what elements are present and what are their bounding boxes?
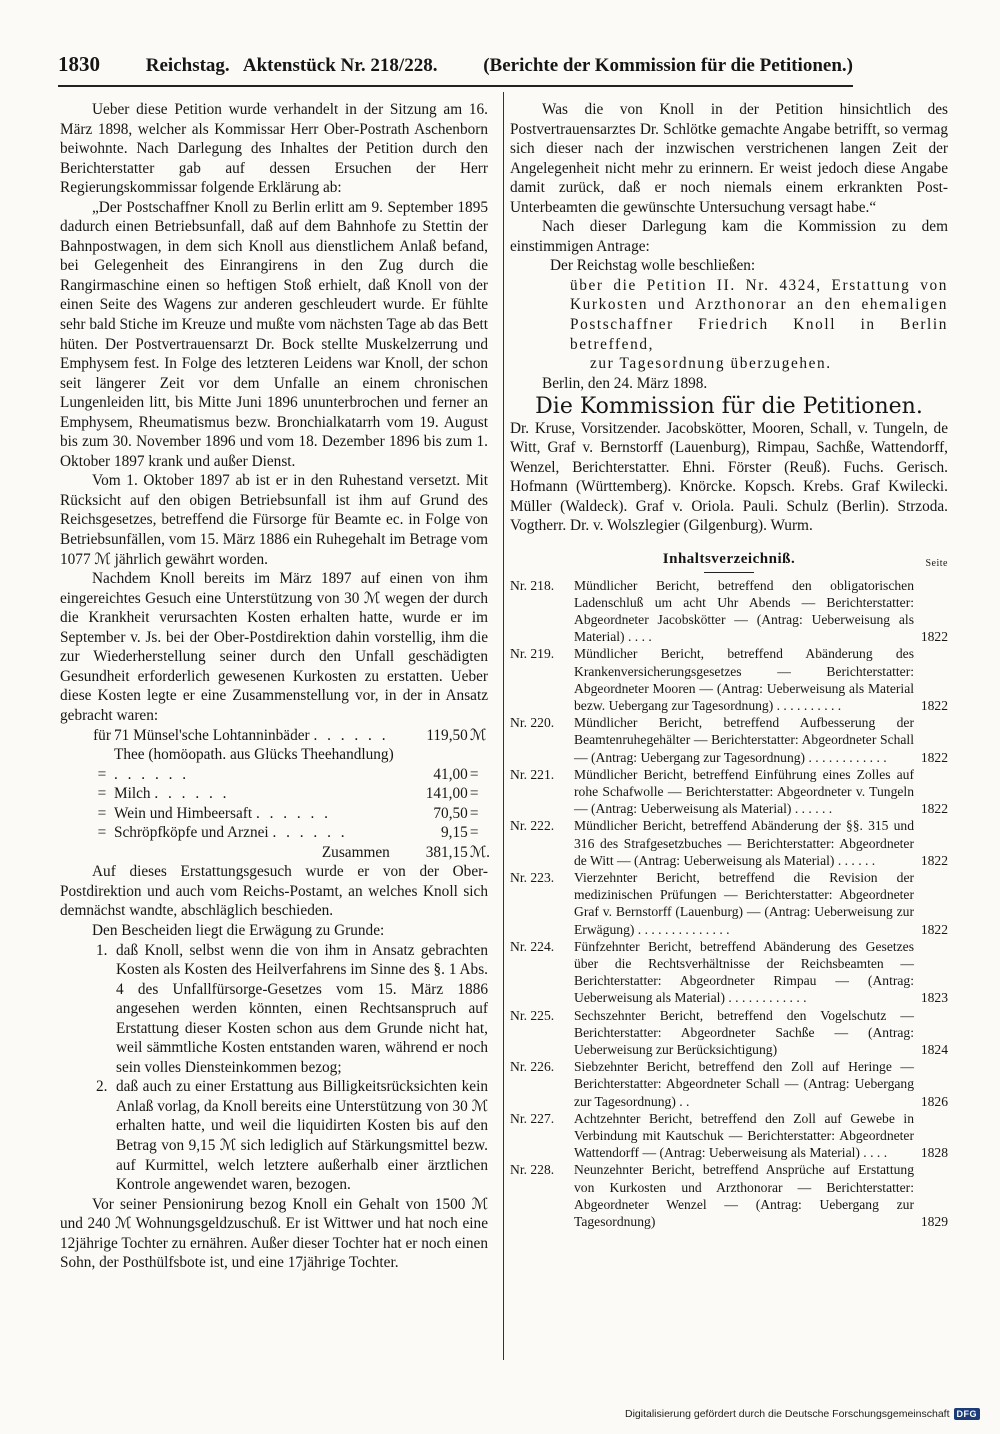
paragraph: Den Bescheiden liegt die Erwägung zu Grunde: <box>92 921 385 939</box>
toc-text: Sechszehnter Bericht, betreffend den Vogelschutz — Berichterstatter: Abgeordneter Sachße — (Antrag: Ueberweisung zur Berücksichtigung) <box>574 1007 914 1058</box>
list-number: 2. <box>96 1078 108 1096</box>
toc-text: Siebzehnter Bericht, betreffend den Zoll auf Heringe — Berichterstatter: Abgeordneter Schall — (Antrag: Uebergang zur Tagesordnung) . . <box>574 1059 914 1109</box>
paragraph: Ueber diese Petition wurde verhandelt in der Sitzung am 16. März 1898, welcher als Kommissar Herr Ober-Postrath Aschenborn beiwohnte. Nach Darlegung des Inhaltes der Petition durch den Berichterstatter gab auf dessen Ersuchen der Herr Regierungskommissar folgende Erklärung ab: <box>60 101 488 197</box>
motion-block <box>510 256 948 373</box>
motion-end: zur Tagesordnung überzugehen. <box>590 355 832 373</box>
table-of-contents <box>510 577 948 1231</box>
toc-page: 1828 <box>920 1145 948 1161</box>
cost-amount: 70,50 <box>433 804 468 822</box>
page-number: 1830 <box>58 52 100 76</box>
toc-entry <box>510 1007 948 1059</box>
list-text: daß auch zu einer Erstattung aus Billigkeitsrücksichten kein Anlaß vorlag, da Knoll bereits eine Unterstützung von 30 ℳ erhalten hatte, und weil die liquidirten Kosten bis auf den Betrag von 9,15 ℳ sich lediglich auf Stärkungsmittel bezw. auf Kurmittel, welch letztere außerhalb einer ärztlichen Kontrole angewendet waren, bezogen. <box>116 1078 488 1194</box>
date-line: Berlin, den 24. März 1898. <box>542 374 708 392</box>
toc-title-rule <box>704 572 754 573</box>
toc-entry <box>510 714 948 766</box>
cost-row <box>90 784 490 804</box>
toc-entry <box>510 938 948 1007</box>
toc-number: Nr. 226. <box>510 1059 555 1075</box>
list-text: daß Knoll, selbst wenn die von ihm in Ansatz gebrachten Kosten als Kosten des Heilverfahrens im Sinne des §. 1 Abs. 4 des Unfallfürsorge-Gesetzes vom 15. März 1886 angesehen werden könnten, einen Rechtsanspruch auf Erstattung dieser Kosten schon aus dem Grunde nicht hat, weil sämmtliche Kosten entstanden waren, während er noch sein volles Diensteinkommen bezog; <box>116 941 488 1076</box>
toc-number: Nr. 227. <box>510 1110 555 1126</box>
cost-label: Wein und Himbeersaft . . . . . . <box>114 804 332 822</box>
paragraph: Vor seiner Pensionirung bezog Knoll ein Gehalt von 1500 ℳ und 240 ℳ Wohnungsgeldzuschuß. Er ist Wittwer und hat noch eine 12jährige Tochter zu ernähren. Außer dieser Tochter hat er noch einen Sohn, der Posthülfsbote ist, und eine 17jährige Tochter. <box>60 1195 488 1272</box>
left-column <box>60 100 488 1273</box>
toc-page: 1822 <box>920 801 948 817</box>
cost-amount: 141,00 <box>425 785 468 803</box>
paragraph: Nach dieser Darlegung kam die Kommission zu dem einstimmigen Antrage: <box>510 218 948 255</box>
toc-page: 1822 <box>920 921 948 937</box>
cost-amount: 9,15 <box>441 824 468 842</box>
right-column <box>510 100 948 1230</box>
cost-amount: 119,50 <box>426 726 468 744</box>
toc-entry <box>510 1110 948 1162</box>
toc-number: Nr. 220. <box>510 715 555 731</box>
commission-members: Dr. Kruse, Vorsitzender. Jacobskötter, Mooren, Schall, v. Tungeln, de Witt, Graf v. Bernstorff (Lauenburg), Rimpau, Sachße, Wattendorff, Wenzel, Berichterstatter. Ehni. Förster (Reuß). Fuchs. Gerisch. Hofmann (Württemberg). Knörcke. Kopsch. Krebs. Graf Kwilecki. Müller (Waldeck). Graf v. Oriola. Pauli. Schulz (Berlin). Strzoda. Vogtherr. Dr. v. Wolszlegier (Gilgenburg). Wurm. <box>510 419 948 535</box>
toc-number: Nr. 222. <box>510 818 555 834</box>
toc-entry <box>510 1161 948 1230</box>
toc-text: Neunzehnter Bericht, betreffend Ansprüche auf Erstattung von Kurkosten und Arzthonorar — Berichterstatter: Abgeordneter Wenzel — (Antrag: Uebergang zur Tagesordnung) <box>574 1162 914 1230</box>
toc-text: Mündlicher Bericht, betreffend den obligatorischen Ladenschluß um acht Uhr Abends — Berichterstatter: Abgeordneter Jacobskötter — (Antrag: Ueberweisung als Material) . . . . <box>574 577 914 645</box>
list-item <box>60 1077 488 1194</box>
toc-page-header: Seite <box>925 558 948 570</box>
cost-amount: 41,00 <box>433 765 468 783</box>
toc-entry <box>510 766 948 818</box>
toc-page: 1823 <box>920 990 948 1006</box>
total-label: Zusammen <box>321 843 390 861</box>
paragraph: Nachdem Knoll bereits im März 1897 auf einen von ihm eingereichtes Gesuch eine Unterstützung von 30 ℳ wegen der durch die Krankheit verursachten Kosten erhalten hatte, wurde er im September v. Js. bei der Ober-Postdirektion dahin vorstellig, ihm die zur Wiederherstellung seiner durch den Unfall geschädigten Gesundheit erforderlich gewesenen Kurkosten zu erstatten. Ueber diese Kosten legte er eine Zusammenstellung vor, in der in Ansatz gebracht waren: <box>60 570 488 724</box>
toc-text: Fünfzehnter Bericht, betreffend Abänderung des Gesetzes über die Rechtsverhältnisse der Reichsbeamten — Berichterstatter: Abgeordneter Rimpau — (Antrag: Ueberweisung als Material) . . . . . . . . . . . . <box>574 938 914 1006</box>
cost-prefix: = <box>97 804 107 822</box>
toc-text: Mündlicher Bericht, betreffend Abänderung des Krankenversicherungsgesetzes — Berichterstatter: Abgeordneter Mooren — (Antrag: Ueberweisung als Material bezw. Uebergang zur Tagesordnung) . . . . . . . . . . <box>574 646 914 713</box>
total-unit: ℳ. <box>469 843 490 861</box>
commission-title: Die Kommission für die Petitionen. <box>535 394 923 420</box>
toc-number: Nr. 223. <box>510 870 555 886</box>
dfg-logo: DFG <box>954 1408 981 1420</box>
toc-page: 1822 <box>920 749 948 765</box>
quote-paragraph: „Der Postschaffner Knoll zu Berlin erlitt am 9. September 1895 dadurch einen Betriebsunfall, daß auf dem Bahnhofe zu Stettin der Bahnpostwagen, in dem sich Knoll aus dienstlichem Anlaß befand, bei Gelegenheit des Einrangirens in den Zug durch die Rangirmaschine einen so heftigen Stoß erhielt, daß Knoll von der einen Seite des Wagens zur anderen geschleudert wurde. Er fühlte sehr bald Stiche im Kreuze und mußte vom nächsten Tage ab das Bett hüten. Der Postvertrauensarzt Dr. Bock stellte Muskelzerrung und Emphysem fest. In Folge des letzteren Leidens war Knoll, der schon seit längerer Zeit vor dem Unfalle an einem chronischen Lungenleiden litt, bis Mitte Juni 1896 ununterbrochen und ferner an Emphysem, Rheumatismus bezw. Bronchialkatarrh vom 19. August bis zum 30. November 1896 und vom 18. Dezember 1896 bis zum 1. Oktober 1897 krank und außer Dienst. <box>60 198 488 470</box>
cost-row <box>90 726 490 746</box>
column-divider <box>503 92 504 1360</box>
toc-page: 1822 <box>920 698 948 713</box>
toc-page: 1824 <box>920 1042 948 1058</box>
reason-list <box>60 941 488 1195</box>
paragraph: Was die von Knoll in der Petition hinsichtlich des Postvertrauensarztes Dr. Schlötke gemachte Angabe betrifft, so vermag sich dieser nach der inzwischen verstrichenen langen Zeit der Angelegenheit nicht mehr zu erinnern. Er weist jedoch diese Angabe damit zurück, daß er noch niemals einem erkrankten Post-Unterbeamten die gewünschte Untersuchung versagt habe.“ <box>510 101 948 216</box>
cost-label: Milch . . . . . . <box>114 785 230 803</box>
toc-entry <box>510 869 948 938</box>
toc-page: 1822 <box>920 852 948 868</box>
toc-text: Mündlicher Bericht, betreffend Abänderung der §§. 315 und 316 des Strafgesetzbuches — Berichterstatter: Abgeordneter de Witt — (Antrag: Ueberweisung als Material) . . . . . . <box>574 818 914 868</box>
toc-number: Nr. 219. <box>510 646 555 662</box>
toc-number: Nr. 228. <box>510 1162 555 1178</box>
motion-body: über die Petition II. Nr. 4324, Erstattung von Kurkosten und Arzthonorar an den ehemaligen Postschaffner Friedrich Knoll in Berlin betreffend, <box>570 276 948 353</box>
paragraph: Auf dieses Erstattungsgesuch wurde er von der Ober-Postdirektion und auch vom Reichs-Postamt, an welches Knoll sich demnächst wandte, abschläglich beschieden. <box>60 863 488 920</box>
header-title: Reichstag. Aktenstück Nr. 218/228. <box>145 55 438 76</box>
header-subtitle: (Berichte der Kommission für die Petitionen.) <box>483 55 853 76</box>
credit-text: Digitalisierung gefördert durch die Deutsche Forschungsgemeinschaft <box>624 1408 950 1420</box>
toc-page: 1829 <box>920 1214 948 1230</box>
toc-text: Achtzehnter Bericht, betreffend den Zoll auf Gewebe in Verbindung mit Kautschuk — Berichterstatter: Abgeordneter Wattendorff — (Antrag: Ueberweisung als Material) . . . . <box>574 1110 914 1161</box>
toc-page: 1822 <box>920 629 948 645</box>
cost-prefix: = <box>97 785 107 803</box>
cost-prefix: = <box>97 765 107 783</box>
list-number: 1. <box>96 941 108 959</box>
toc-entry <box>510 1058 948 1110</box>
toc-entry <box>510 577 948 646</box>
cost-row <box>90 823 490 843</box>
list-item <box>60 941 488 1078</box>
total-amount: 381,15 <box>425 843 468 861</box>
motion-head: Der Reichstag wolle beschließen: <box>550 257 756 275</box>
cost-row <box>90 804 490 824</box>
cost-label: Thee (homöopath. aus Glücks Theehandlung) . . . . . . <box>114 746 394 783</box>
cost-row <box>90 745 490 784</box>
toc-number: Nr. 224. <box>510 938 555 954</box>
toc-entry <box>510 645 948 714</box>
cost-unit: = <box>469 804 479 822</box>
cost-total-row <box>90 843 490 863</box>
toc-text: Mündlicher Bericht, betreffend Aufbesserung der Beamtenruhegehälter — Berichterstatter: Abgeordneter Schall — (Antrag: Uebergang zur Tagesordnung) . . . . . . . . . . . . <box>574 715 914 765</box>
cost-label: 71 Münsel'sche Lohtanninbäder . . . . . . <box>114 726 389 744</box>
header-rule <box>58 85 853 87</box>
paragraph: Vom 1. Oktober 1897 ab ist er in den Ruhestand versetzt. Mit Rücksicht auf den obigen Betriebsunfall ist ihm auf Grund des Reichsgesetzes, betreffend die Fürsorge für Beamte ec. in Folge von Betriebsunfällen, vom 15. März 1886 ein Ruhegehalt im Betrage vom 1077 ℳ jährlich gewährt worden. <box>60 472 488 568</box>
cost-prefix: für <box>93 726 111 744</box>
cost-prefix: = <box>97 824 107 842</box>
toc-text: Vierzehnter Bericht, betreffend die Revision der medizinischen Prüfungen — Berichterstatter: Abgeordneter Graf v. Bernstorff (Lauenburg) — (Antrag: Ueberweisung zur Erwägung) . . . . . . . . . . . . . . <box>574 870 914 937</box>
toc-number: Nr. 221. <box>510 766 555 782</box>
cost-unit: = <box>469 765 479 783</box>
cost-unit: ℳ <box>469 726 487 744</box>
toc-page: 1826 <box>920 1093 948 1109</box>
running-header <box>58 52 853 77</box>
toc-title <box>510 550 948 570</box>
cost-unit: = <box>469 824 479 842</box>
cost-label: Schröpfköpfe und Arznei . . . . . . <box>114 824 348 842</box>
toc-number: Nr. 218. <box>510 577 555 593</box>
toc-text: Mündlicher Bericht, betreffend Einführung eines Zolles auf rohe Schafwolle — Berichterstatter: Abgeordneter v. Tungeln — (Antrag: Ueberweisung als Material) . . . . . . <box>574 766 914 817</box>
digitization-credit <box>625 1408 980 1420</box>
cost-table <box>90 726 490 863</box>
cost-unit: = <box>469 785 479 803</box>
toc-title-text: Inhaltsverzeichniß. <box>662 551 796 568</box>
toc-entry <box>510 817 948 869</box>
toc-number: Nr. 225. <box>510 1007 555 1023</box>
